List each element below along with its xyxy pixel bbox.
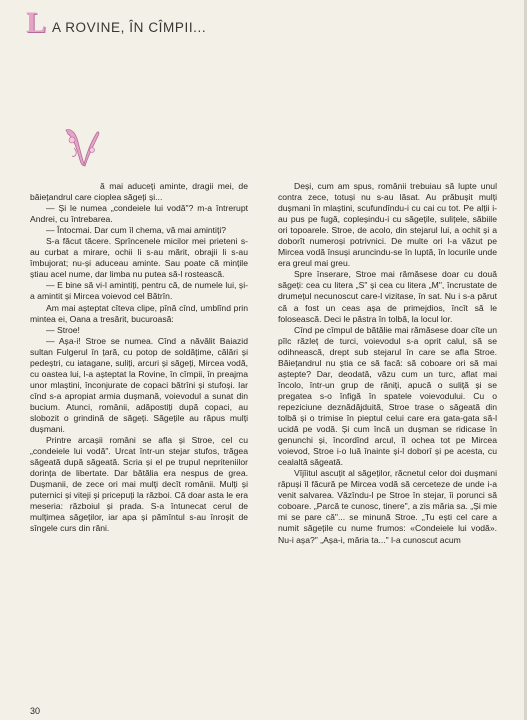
decorative-initial-icon [62,126,102,168]
paragraph: Spre înserare, Stroe mai rămăsese doar cu două săgeți: cea cu litera „S" și cea cu litera „M", încrustate de drumețul necunoscut care-l vizitase, în sat. Nu i s-a părut că a fost un ceas așa de primejdios, încît să le folosească. Deci le păstra în tolbă, la locul lor. [278,269,497,324]
paragraph: — Întocmai. Dar cum îl chema, vă mai amintiți? [46,225,227,236]
chapter-title: A ROVINE, ÎN CÎMPII... [52,20,207,35]
paragraph: — Și le numea „condeiele lui vodă"? m-a întrerupt Andrei, cu întrebarea. [30,203,248,225]
paragraph: Vîjîitul ascuțit al săgeților, răcnetul celor doi dușmani răpuși îl făcură pe Mircea vodă să cerceteze de unde i-a venit salvarea. Văzîndu-l pe Stroe în stejar, îi porunci să coboare. „Parcă te cunosc, tinere", a zis măria sa. „Și mie mi se pare că"... se minună Stroe. „Tu ești cel care a numit săgețile cu nume frumos: «Condeiele lui vodă». Nu-i așa?" „Așa-i, măria ta..." l-a cunoscut acum [278,468,497,545]
paragraph: — E bine să vi-l amintiți, pentru că, de numele lui, și-a amintit și Mircea voievod cel Bătrîn. [30,280,248,302]
paragraph: — Stroe! [46,324,80,335]
right-column [278,181,497,546]
paragraph: S-a făcut tăcere. Sprîncenele micilor mei prieteni s-au curbat a mirare, ochii li s-au mărit, obrajii li s-au îmbujorat; nu-și aduceau aminte. Sau poate că mințile știau acel nume, dar limba nu putea să-l rostească. [30,236,248,280]
paragraph: Cînd pe cîmpul de bătălie mai rămăsese doar cîte un pîlc răzleț de turci, voievodul s-a oprit calul, să se odihnească, drept sub stejarul în care se afla Stroe. Băiețandrul nu știa ce să facă: să coboare ori să mai aștepte? Dar, deodată, văzu cum un turc, aflat mai încolo, într-un grup de răniți, apucă o suliță și se pregatea s-o înfigă în spatele voievodului. Cu o repeziciune deznădăjduită, Stroe trase o săgeată din tolbă și o trimise în pieptul celui care era gata-gata să-l ucidă pe vodă. Și cum încă un dușman se ridicase în genunchi și, încordînd arcul, îl ochea tot pe Mircea voievod, Stroe i-o luă înainte și-l doborî și pe acesta, cu cealaltă săgeată. [278,324,497,468]
title-drop-letter: L [26,6,47,39]
paragraph: Am mai așteptat cîteva clipe, pînă cînd, umblînd prin mintea ei, Oana a tresărit, bucuroasă: [30,302,248,324]
paragraph: Deși, cum am spus, românii trebuiau să lupte unul contra zece, totuși nu s-au lăsat. Au prăbușit mulți dușmani în mlaștini, scufundîndu-i cu cai cu tot. Pe alții i-au pus pe fugă, copleșindu-i cu săgețile, sulițele, săbiile ori topoarele. Stroe, de acolo, din stejarul lui, a ochit și a doborît numeroși potrivnici. De multe ori l-a văzut pe Mircea vodă însuși aruncindu-se în luptă, în locurile unde era greul mai greu. [278,181,497,269]
page-number: 30 [30,706,41,716]
paragraph: Printre arcașii români se afla și Stroe, cel cu „condeiele lui vodă". Urcat într-un stejar stufos, trăgea săgeată după săgeată. Scria și el pe trupul nepriteniilor dorința de libertate. Dar bătălia era nespus de grea. Dușmanii, de zece ori mai mulți decît românii. Mulți și puternici și viteji și pricepuți la război. Că doar asta le era meseria: războiul și prada. S-a întunecat cerul de mulțimea săgeților, iar apa și pămîntul s-au înroșit de sîngele curs din răni. [30,435,248,534]
left-column [30,181,248,535]
paragraph: ă mai aduceți aminte, dragii mei, de băiețandrul care cioplea săgeți și... [30,181,248,203]
chapter-header [26,6,207,39]
paragraph: — Așa-i! Stroe se numea. Cînd a năvălit Baiazid sultan Fulgerul în țară, cu potop de soldățime, călări și pedeștri, cu iatagane, suliți, arcuri și săgeți, Mircea vodă, cu oastea lui, l-a așteptat la Rovine, în cîmpii, în preajma unor mlaștini, înconjurate de copaci bătrîni și stufoși. Iar cînd s-a apropiat armia dușmană, voievodul a sunat din bucium. Atunci, românii, adăpostiți după copaci, au slobozit o grindină de săgeți. Săgețile au răpus mulți dușmani. [30,335,248,435]
